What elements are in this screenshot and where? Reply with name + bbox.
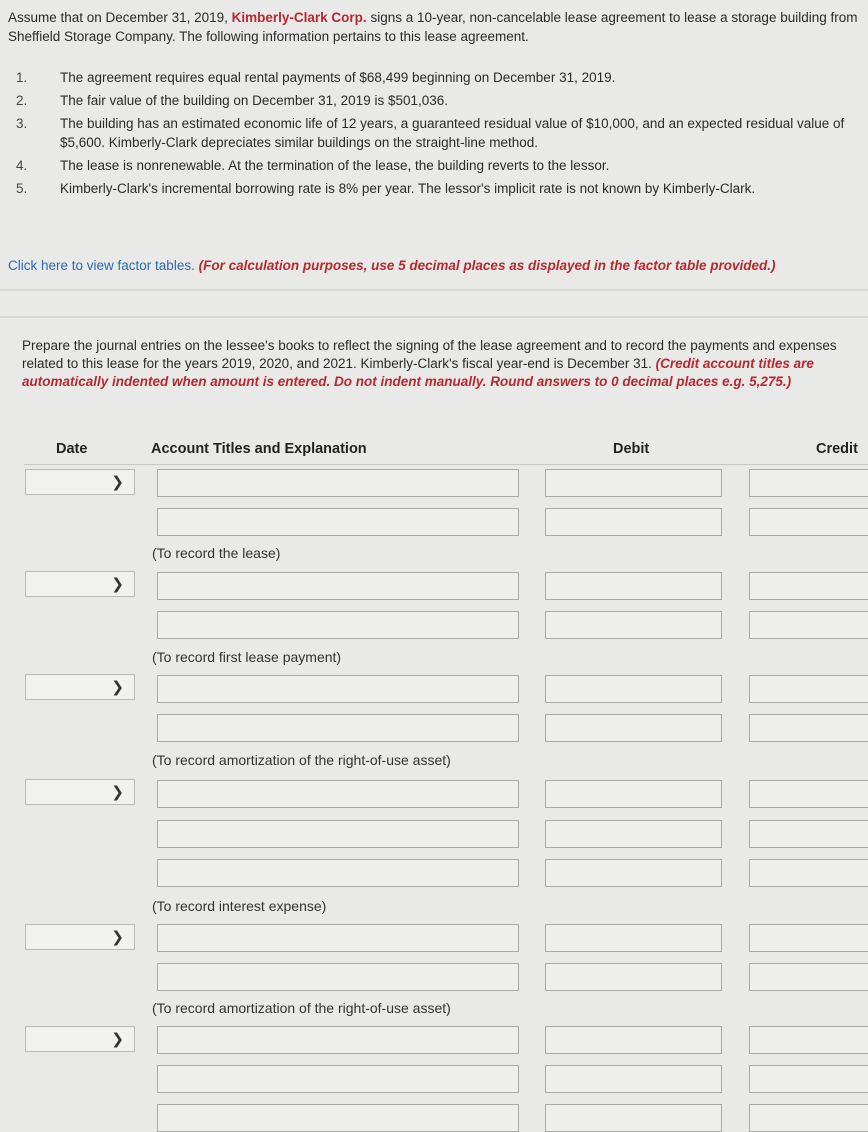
account-title-input[interactable]	[157, 572, 519, 600]
credit-input[interactable]	[749, 820, 868, 848]
date-header: Date	[56, 441, 88, 457]
credit-input[interactable]	[749, 1026, 868, 1054]
debit-input[interactable]	[545, 1104, 722, 1132]
credit-input[interactable]	[749, 675, 868, 703]
debit-input[interactable]	[545, 963, 722, 991]
credit-input[interactable]	[749, 611, 868, 639]
instructions-note: (Credit account titles are automatically indented when amount is entered. Do not indent manually. Round answers to 0 decimal places e.g. 5,275.)	[22, 356, 814, 389]
account-title-input[interactable]	[157, 859, 519, 887]
account-title-input[interactable]	[157, 780, 519, 808]
credit-input[interactable]	[749, 572, 868, 600]
factor-tables-link[interactable]: Click here to view factor tables.	[8, 258, 195, 273]
debit-input[interactable]	[545, 859, 722, 887]
chevron-down-icon: ❯	[111, 576, 124, 593]
chevron-down-icon: ❯	[111, 1031, 124, 1048]
account-title-input[interactable]	[157, 963, 519, 991]
credit-input[interactable]	[749, 469, 868, 497]
divider	[0, 316, 868, 318]
entry-note: (To record amortization of the right-of-use asset)	[152, 1000, 451, 1016]
credit-input[interactable]	[749, 714, 868, 742]
list-item: 4. The lease is nonrenewable. At the termination of the lease, the building reverts to the lessor.	[16, 158, 610, 173]
debit-input[interactable]	[545, 611, 722, 639]
chevron-down-icon: ❯	[111, 474, 124, 491]
account-title-input[interactable]	[157, 924, 519, 952]
debit-input[interactable]	[545, 469, 722, 497]
debit-input[interactable]	[545, 1026, 722, 1054]
list-item: 1. The agreement requires equal rental payments of $68,499 beginning on December 31, 2019.	[16, 70, 616, 85]
entry-note: (To record the lease)	[152, 545, 281, 561]
list-item: 3. The building has an estimated economic life of 12 years, a guaranteed residual value of $10,000, and an expected residual value of $5,600. Kimberly-Clark depreciates similar buildings on the straight-line method.	[16, 116, 845, 150]
credit-input[interactable]	[749, 508, 868, 536]
date-select[interactable]	[25, 779, 135, 805]
account-title-input[interactable]	[157, 675, 519, 703]
account-title-input[interactable]	[157, 611, 519, 639]
debit-input[interactable]	[545, 675, 722, 703]
date-select[interactable]	[25, 1026, 135, 1052]
debit-header: Debit	[613, 441, 650, 457]
factor-note: (For calculation purposes, use 5 decimal places as displayed in the factor table provided.)	[198, 258, 776, 273]
chevron-down-icon: ❯	[111, 929, 124, 946]
account-title-input[interactable]	[157, 469, 519, 497]
date-select[interactable]	[25, 469, 135, 495]
entry-note: (To record interest expense)	[152, 898, 327, 914]
debit-input[interactable]	[545, 820, 722, 848]
account-title-input[interactable]	[157, 820, 519, 848]
list-item: 5. Kimberly-Clark's incremental borrowing rate is 8% per year. The lessor's implicit rate is not known by Kimberly-Clark.	[16, 181, 756, 196]
debit-input[interactable]	[545, 572, 722, 600]
account-header: Account Titles and Explanation	[151, 441, 367, 457]
account-title-input[interactable]	[157, 1026, 519, 1054]
credit-input[interactable]	[749, 1065, 868, 1093]
debit-input[interactable]	[545, 508, 722, 536]
list-item: 2. The fair value of the building on December 31, 2019 is $501,036.	[16, 93, 449, 108]
header-divider	[24, 464, 868, 465]
factor-tables-line	[8, 258, 776, 273]
debit-input[interactable]	[545, 924, 722, 952]
credit-input[interactable]	[749, 780, 868, 808]
date-select[interactable]	[25, 674, 135, 700]
date-select[interactable]	[25, 571, 135, 597]
account-title-input[interactable]	[157, 1104, 519, 1132]
problem-intro: Assume that on December 31, 2019, Kimberly-Clark Corp. signs a 10-year, non-cancelable lease agreement to lease a storage building from Sheffield Storage Company. The following information pertains to this lease agreement.	[8, 10, 858, 44]
chevron-down-icon: ❯	[111, 784, 124, 801]
credit-input[interactable]	[749, 924, 868, 952]
debit-input[interactable]	[545, 780, 722, 808]
credit-input[interactable]	[749, 859, 868, 887]
account-title-input[interactable]	[157, 508, 519, 536]
date-select[interactable]	[25, 924, 135, 950]
instructions: Prepare the journal entries on the lessee's books to reflect the signing of the lease agreement and to record the payments and expenses related to this lease for the years 2019, 2020, and 2021. Kimberly-Clark's fiscal year-end is December 31. (Credit account titles are automatically indented when amount is entered. Do not indent manually. Round answers to 0 decimal places e.g. 5,275.)	[22, 338, 837, 389]
company-name: Kimberly-Clark Corp.	[231, 10, 367, 25]
account-title-input[interactable]	[157, 714, 519, 742]
debit-input[interactable]	[545, 714, 722, 742]
divider	[0, 289, 868, 291]
entry-note: (To record amortization of the right-of-use asset)	[152, 752, 451, 768]
credit-header: Credit	[816, 441, 858, 457]
entry-note: (To record first lease payment)	[152, 649, 342, 665]
debit-input[interactable]	[545, 1065, 722, 1093]
credit-input[interactable]	[749, 1104, 868, 1132]
account-title-input[interactable]	[157, 1065, 519, 1093]
lease-facts-list	[16, 68, 856, 202]
chevron-down-icon: ❯	[111, 679, 124, 696]
credit-input[interactable]	[749, 963, 868, 991]
